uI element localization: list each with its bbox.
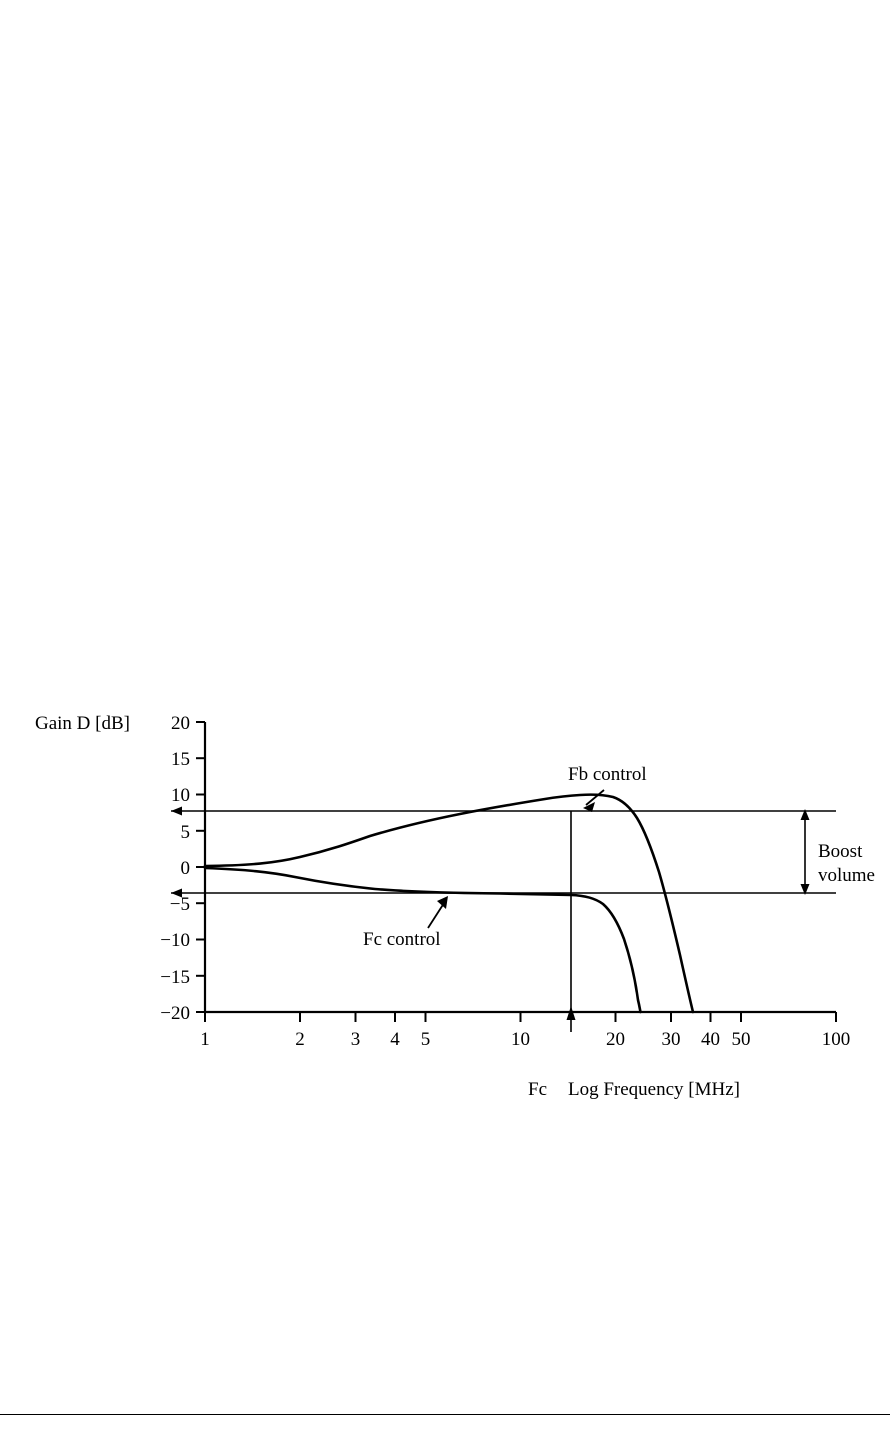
ytick-label-5: −5 (169, 894, 190, 915)
y-axis-tick-labels (160, 713, 190, 1024)
xtick-label-9: 50 (731, 1029, 751, 1050)
boost-volume-label-line2: volume (818, 865, 875, 886)
ytick-label-6: −10 (160, 930, 190, 951)
fc-control-label: Fc control (363, 929, 441, 950)
xtick-label-6: 20 (606, 1029, 625, 1050)
x-axis-title: Log Frequency [MHz] (568, 1079, 741, 1100)
fc-axis-label: Fc (528, 1079, 547, 1100)
xtick-label-10: 100 (821, 1029, 851, 1050)
xtick-label-1: 2 (295, 1029, 305, 1050)
xtick-label-4: 5 (420, 1029, 431, 1050)
ytick-label-4: 0 (180, 858, 190, 879)
xtick-label-7: 30 (661, 1029, 681, 1050)
x-axis-ticks (205, 1012, 836, 1022)
ytick-label-3: 5 (180, 822, 190, 843)
ytick-label-1: 15 (171, 749, 190, 770)
fb-control-label: Fb control (568, 764, 647, 785)
xtick-label-8: 40 (701, 1029, 720, 1050)
ytick-label-2: 10 (171, 785, 190, 806)
boost-upper-left-arrowhead (171, 807, 182, 816)
fb-control-leader-line (586, 790, 604, 805)
ytick-label-0: 20 (171, 713, 190, 734)
y-axis-title: Gain D [dB] (35, 713, 130, 734)
page-bottom-rule (0, 1414, 890, 1415)
ytick-label-8: −20 (160, 1003, 190, 1024)
y-axis-ticks (196, 722, 205, 1012)
xtick-label-3: 4 (390, 1029, 400, 1050)
ytick-label-7: −15 (160, 967, 190, 988)
boost-volume-label-line1: Boost (818, 841, 863, 862)
xtick-label-5: 10 (511, 1029, 530, 1050)
xtick-label-2: 3 (350, 1029, 361, 1050)
fb-control-curve (205, 795, 693, 1012)
x-axis-tick-labels (200, 1029, 850, 1050)
xtick-label-0: 1 (200, 1029, 210, 1050)
